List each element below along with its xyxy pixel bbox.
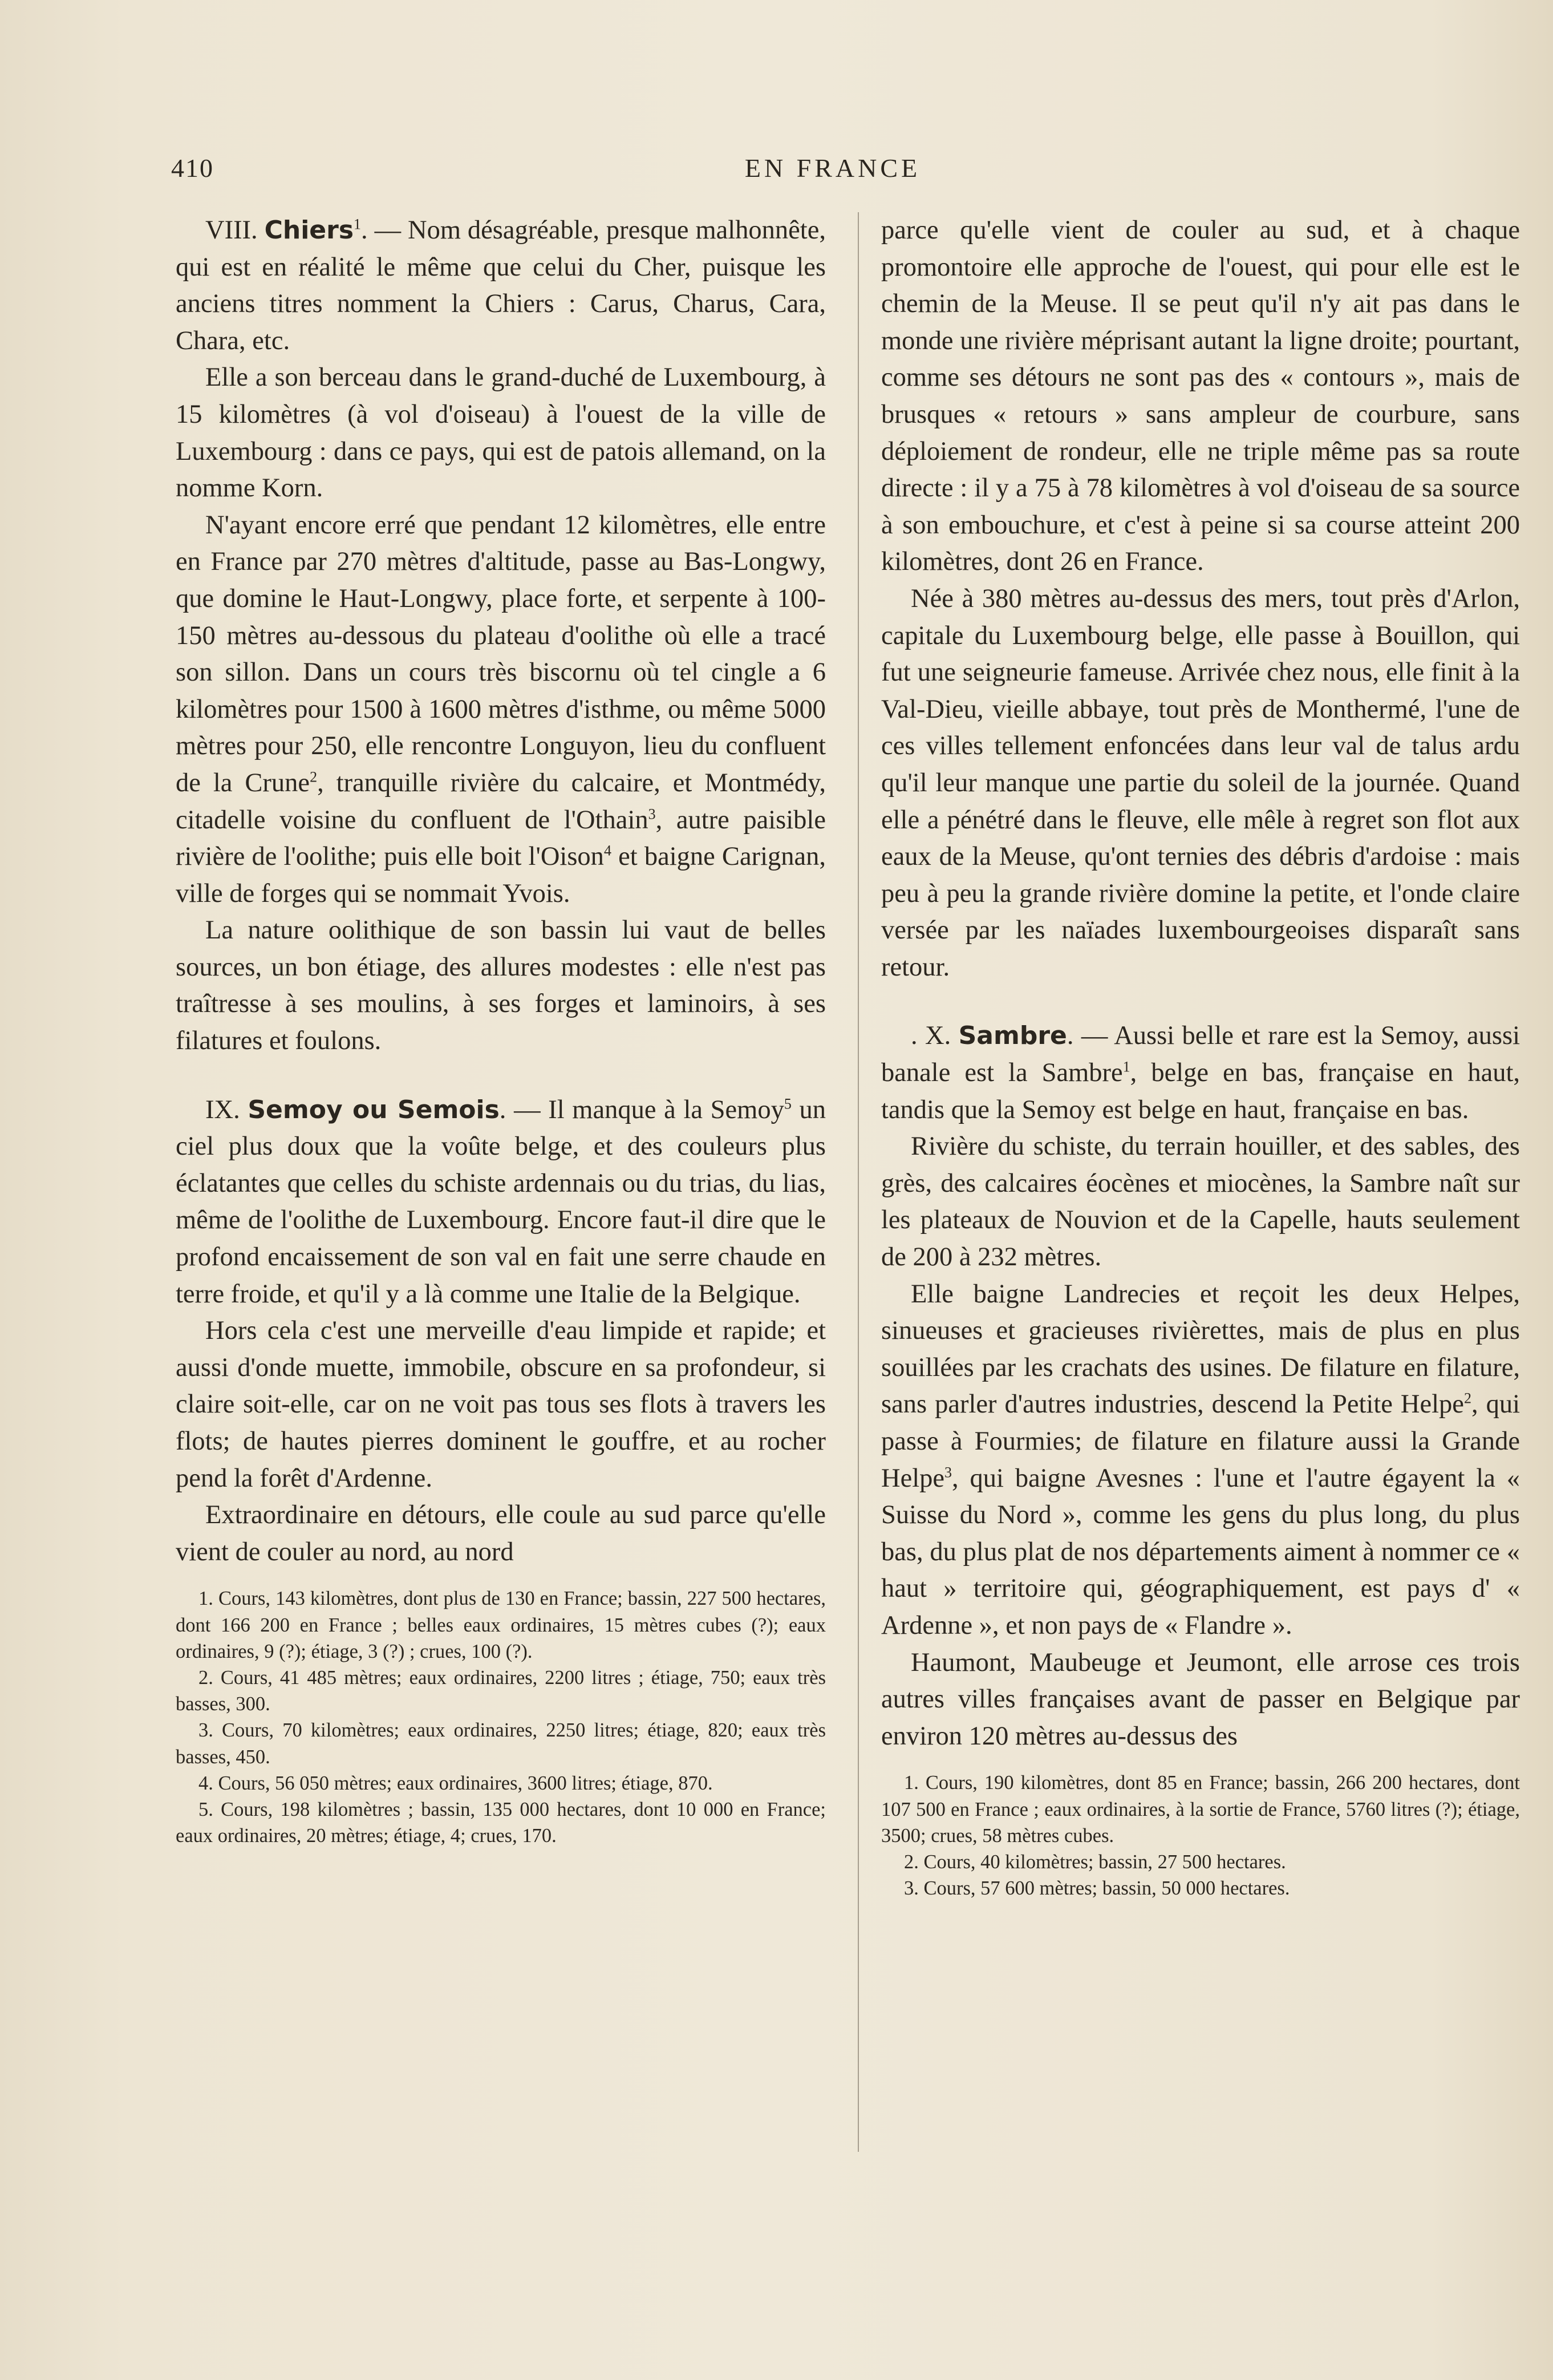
text-run: un ciel plus doux que la voûte belge, et des couleurs plus éclatantes que celles du schiste ardennais ou du trias, du lias, même de l'oolithe de Luxembourg. Encore faut-il dire que le profond encaissement de son val en fait une serre chaude en terre froide, et qu'il y a là comme une Italie de la Belgique. [176, 1095, 826, 1309]
footnote-2: 2. Cours, 40 kilomètres; bassin, 27 500 hectares. [904, 1851, 1286, 1873]
section-ix-number: IX. [205, 1095, 248, 1124]
footnote-3: 3. Cours, 57 600 mètres; bassin, 50 000 hectares. [904, 1877, 1290, 1900]
footnote-ref: 3 [944, 1464, 952, 1481]
section-gap [176, 1060, 826, 1092]
section-viii-paragraph-3 [176, 507, 826, 913]
right-column [881, 212, 1520, 1901]
footnote-ref: 2 [1463, 1390, 1471, 1407]
footnote-ref: 2 [310, 768, 318, 786]
footnote-5: 5. Cours, 198 kilomètres ; bassin, 135 000 hectares, dont 10 000 en France; eaux ordinaires, 20 mètres; étiage, 4; crues, 170. [176, 1799, 826, 1847]
section-viii-paragraph-1 [176, 212, 826, 359]
footnote-ref: 1 [1122, 1058, 1130, 1075]
footnote-ref: 5 [784, 1095, 792, 1112]
section-x-paragraph-4: Haumont, Maubeuge et Jeumont, elle arrose ces trois autres villes françaises avant de passer en Belgique par environ 120 mètres au-dessus des [881, 1648, 1520, 1751]
text-run: , belge en bas, française en haut, tandis que la Semoy est belge en haut, française en bas. [881, 1058, 1520, 1124]
text-run: , tranquille rivière du calcaire, et Montmédy, citadelle voisine du confluent de l'Othain [176, 768, 826, 835]
column-divider [858, 212, 859, 2152]
text-run: , qui passe à Fourmies; de filature en filature aussi la Grande Helpe [881, 1390, 1520, 1493]
page-number: 410 [171, 153, 214, 183]
footnote-ref: 1 [354, 216, 362, 233]
left-column [176, 212, 826, 1849]
section-x-number: . X. [911, 1021, 959, 1051]
section-viii-paragraph-2: Elle a son berceau dans le grand-duché de Luxembourg, à 15 kilomètres (à vol d'oiseau) à l'ouest de la ville de Luxembourg : dans ce pays, qui est de patois allemand, on la nomme Korn. [176, 363, 826, 503]
right-footnotes [881, 1770, 1520, 1901]
footnote-1: 1. Cours, 143 kilomètres, dont plus de 130 en France; bassin, 227 500 hectares, dont 166 200 en France ; belles eaux ordinaires, 15 mètres cubes (?); eaux ordinaires, 9 (?); étiage, 3 (?) ; crues, 100 (?). [176, 1588, 826, 1662]
left-footnotes [176, 1585, 826, 1849]
page-header [171, 153, 1494, 199]
text-run: et baigne Carignan, ville de forges qui se nommait Yvois. [176, 842, 826, 908]
footnote-ref: 3 [648, 806, 656, 822]
footnote-3: 3. Cours, 70 kilomètres; eaux ordinaires, 2250 litres; étiage, 820; eaux très basses, 450. [176, 1719, 826, 1768]
footnote-ref: 4 [603, 842, 611, 859]
running-head: EN FRANCE [744, 153, 921, 183]
section-ix-title: Semoy ou Semois [248, 1095, 500, 1124]
text-run: . — Aussi belle et rare est la Semoy, aussi banale est la Sambre [881, 1021, 1520, 1088]
footnote-2: 2. Cours, 41 485 mètres; eaux ordinaires, 2200 litres ; étiage, 750; eaux très basses, 300. [176, 1666, 826, 1715]
section-x-paragraph-2: Rivière du schiste, du terrain houiller, et des sables, des grès, des calcaires éocènes et miocènes, la Sambre naît sur les plateaux de Nouvion et de la Capelle, hauts seulement de 200 à 232 mètres. [881, 1132, 1520, 1272]
text-run: Elle baigne Landrecies et reçoit les deux Helpes, sinueuses et gracieuses rivièrettes, mais de plus en plus souillées par les crachats des usines. De filature en filature, sans parler d'autres industries, descend la Petite Helpe [881, 1279, 1520, 1419]
section-viii-title: Chiers [264, 216, 354, 245]
section-viii-paragraph-4: La nature oolithique de son bassin lui vaut de belles sources, un bon étiage, des allures modestes : elle n'est pas traîtresse à ses moulins, à ses forges et laminoirs, à ses filatures et foulons. [176, 916, 826, 1056]
section-x-title: Sambre [958, 1021, 1067, 1051]
text-run: , qui baigne Avesnes : l'une et l'autre égayent la « Suisse du Nord », comme les gens du plus long, du plus bas, du plus plat de nos départements aiment à nommer ce « haut » territoire qui, géographiquement, est pays d' « Ardenne », et non pays de « Flandre ». [881, 1463, 1520, 1640]
section-gap [881, 986, 1520, 1018]
section-x-paragraph-3 [881, 1276, 1520, 1645]
section-ix-paragraph-2: Hors cela c'est une merveille d'eau limpide et rapide; et aussi d'onde muette, immobile, obscure en sa profondeur, si claire soit-elle, car on ne voit pas tous ses flots à travers les flots; de hautes pierres dominent le gouffre, et au rocher pend la forêt d'Ardenne. [176, 1316, 826, 1493]
section-ix-paragraph-1 [176, 1092, 826, 1313]
section-viii-text: . — Nom désagréable, presque malhonnête, qui est en réalité le même que celui du Cher, puisque les anciens titres nomment la Chiers : Carus, Charus, Cara, Chara, etc. [176, 216, 826, 355]
section-ix-paragraph-4: Née à 380 mètres au-dessus des mers, tout près d'Arlon, capitale du Luxembourg belge, elle passe à Bouillon, qui fut une seigneurie fameuse. Arrivée chez nous, elle finit à la Val-Dieu, vieille abbaye, tout près de Monthermé, l'une de ces villes tellement enfoncées dans leur val de talus ardu qu'il leur manque une partie du soleil de la journée. Quand elle a pénétré dans le fleuve, elle mêle à regret son flot aux eaux de la Meuse, qu'ont ternies des débris d'ardoise : mais peu à peu la grande rivière domine la petite, et l'onde claire versée par les naïades luxembourgeoises disparaît sans retour. [881, 584, 1520, 982]
text-run: N'ayant encore erré que pendant 12 kilomètres, elle entre en France par 270 mètres d'altitude, passe au Bas-Longwy, que domine le Haut-Longwy, place forte, et serpente à 100-150 mètres au-dessous du plateau d'oolithe où elle a tracé son sillon. Dans un cours très biscornu où tel cingle a 6 kilomètres pour 1500 à 1600 mètres d'isthme, ou même 5000 mètres pour 250, elle rencontre Longuyon, lieu du confluent de la Crune [176, 510, 826, 798]
section-ix-paragraph-3: Extraordinaire en détours, elle coule au sud parce qu'elle vient de couler au nord, au nord [176, 1500, 826, 1567]
footnote-4: 4. Cours, 56 050 mètres; eaux ordinaires, 3600 litres; étiage, 870. [198, 1772, 713, 1794]
section-viii-number: VIII. [205, 216, 265, 245]
text-run: . — Il manque à la Semoy [499, 1095, 784, 1124]
section-x-paragraph-1 [881, 1018, 1520, 1128]
text-run: , autre paisible rivière de l'oolithe; puis elle boit l'Oison [176, 805, 826, 872]
section-ix-continuation: parce qu'elle vient de couler au sud, et à chaque promontoire elle approche de l'ouest, qui pour elle est le chemin de la Meuse. Il se peut qu'il n'y ait pas dans le monde une rivière méprisant autant la ligne droite; pourtant, comme ses détours ne sont pas des « contours », mais de brusques « retours » sans ampleur de courbure, sans déploiement de rondeur, elle ne triple même pas sa route directe : il y a 75 à 78 kilomètres à vol d'oiseau de sa source à son embouchure, et c'est à peine si sa course atteint 200 kilomètres, dont 26 en France. [881, 216, 1520, 577]
footnote-1: 1. Cours, 190 kilomètres, dont 85 en France; bassin, 266 200 hectares, dont 107 500 en France ; eaux ordinaires, à la sortie de France, 5760 litres (?); étiage, 3500; crues, 58 mètres cubes. [881, 1772, 1520, 1847]
